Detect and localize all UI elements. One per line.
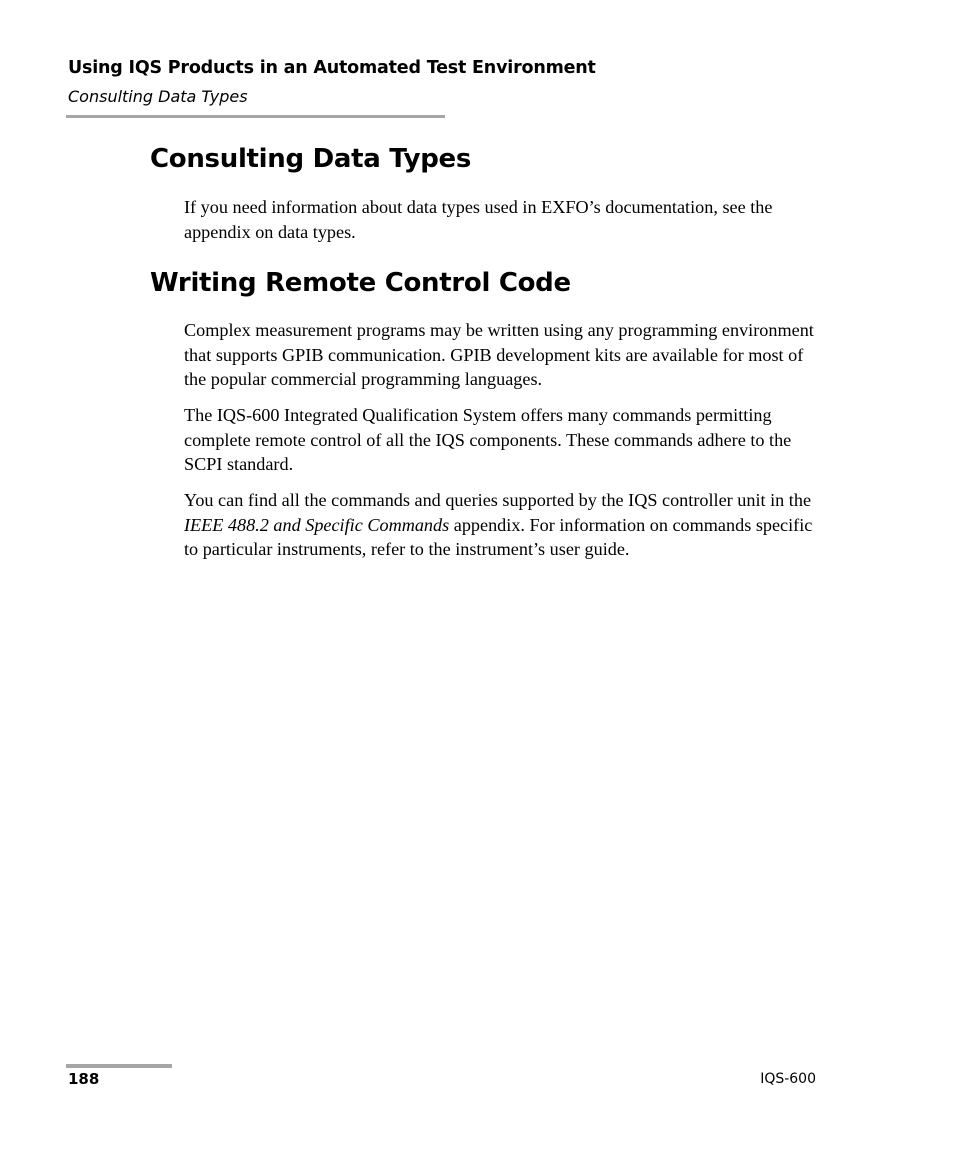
appendix-reference: IEEE 488.2 and Specific Commands bbox=[184, 514, 450, 535]
page-number: 188 bbox=[68, 1070, 100, 1088]
paragraph-text-after: appendix. For information on commands specific to particular instruments, refer to the instrument’s user guide. bbox=[184, 514, 813, 560]
header-rule bbox=[66, 115, 445, 118]
paragraph-consulting-data-types: If you need information about data types used in EXFO’s documentation, see the appendix on data types. bbox=[184, 197, 773, 242]
heading-consulting-data-types: Consulting Data Types bbox=[150, 144, 472, 174]
running-header-subtitle: Consulting Data Types bbox=[68, 87, 248, 106]
document-id: IQS-600 bbox=[760, 1071, 816, 1087]
paragraph-programming-environment: Complex measurement programs may be written using any programming environment that supports GPIB communication. GPIB development kits are available for most of the popular commercial programming languages. bbox=[184, 320, 814, 390]
paragraph-text-before: You can find all the commands and queries supported by the IQS controller unit in the bbox=[184, 490, 812, 510]
running-header-title: Using IQS Products in an Automated Test Environment bbox=[68, 58, 596, 78]
heading-writing-remote-control-code: Writing Remote Control Code bbox=[150, 268, 571, 298]
paragraph-iqs-commands: The IQS-600 Integrated Qualification System offers many commands permitting complete remote control of all the IQS components. These commands adhere to the SCPI standard. bbox=[184, 405, 792, 475]
footer-rule bbox=[66, 1064, 172, 1068]
paragraph-commands-reference bbox=[184, 488, 824, 562]
